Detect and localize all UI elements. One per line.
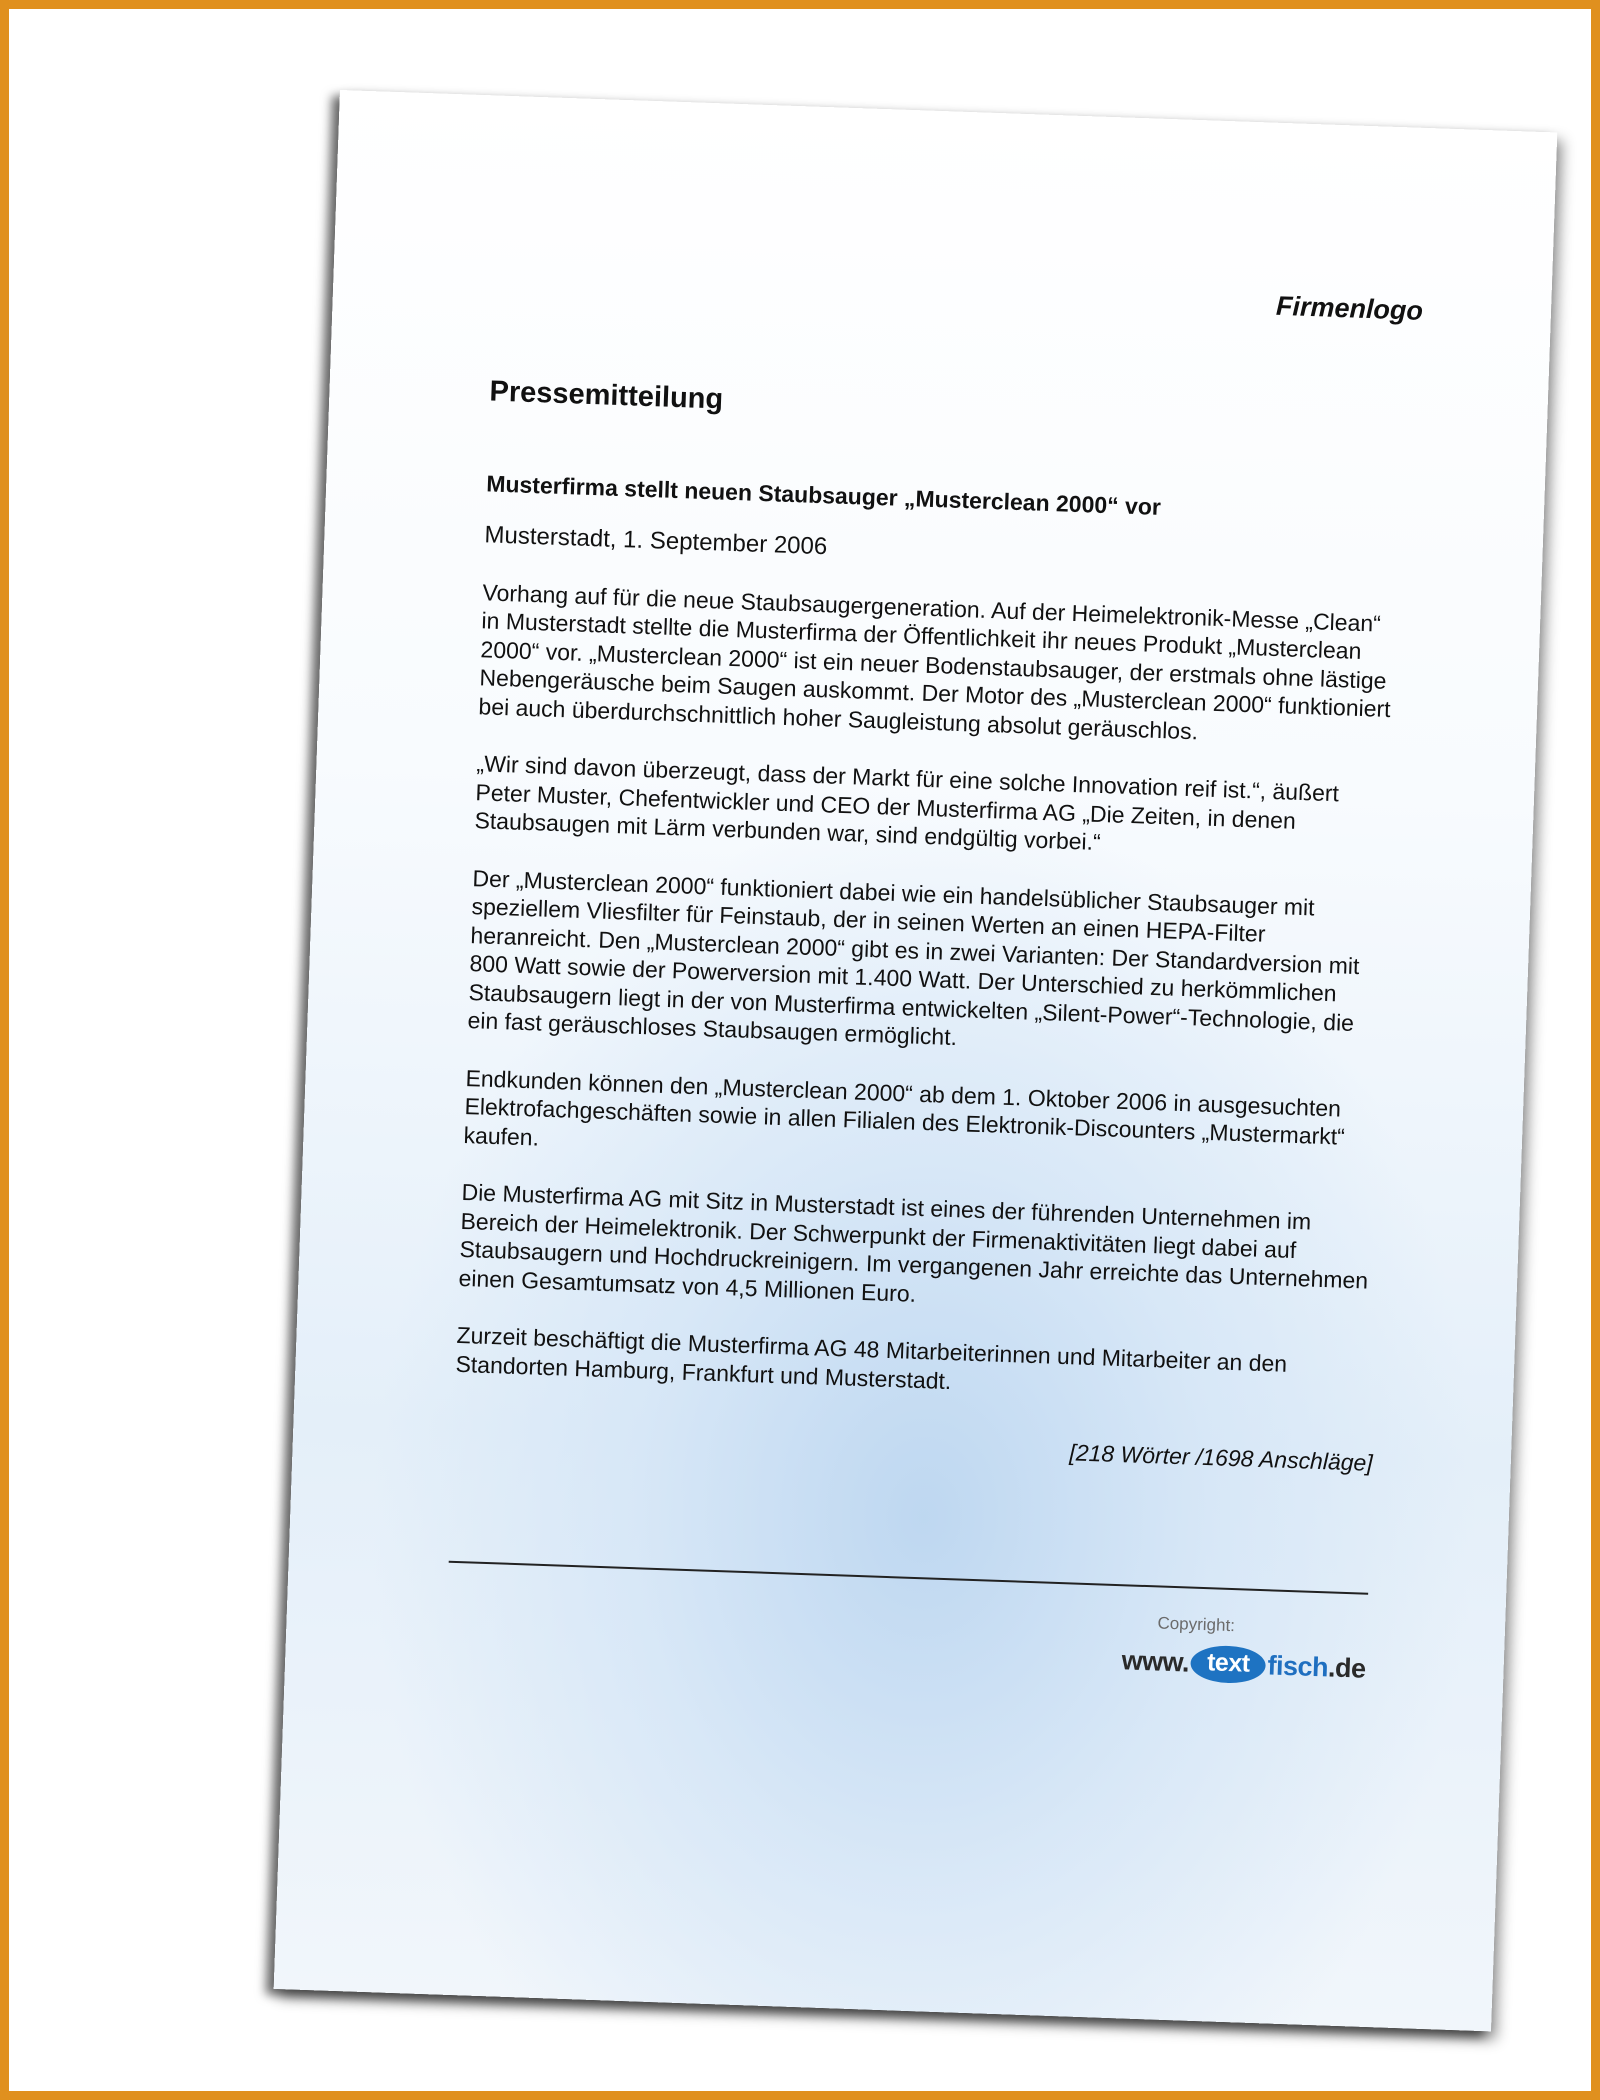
- textfisch-logo: [1121, 1643, 1366, 1688]
- document-title: Pressemitteilung: [489, 375, 724, 416]
- company-logo-placeholder: Firmenlogo: [1275, 290, 1424, 326]
- paragraph: Vorhang auf für die neue Staubsaugergeneration. Auf der Heimelektronik-Messe „Clean“ in Musterstadt stellte die Musterfirma der Öffentlichkeit ihr neues Produkt „Musterclean 2000“ vor. „Musterclean 2000“ ist ein neuer Bodenstaubsauger, der erstmals ohne lästige Nebengeräusche beim Saugen auskommt. Der Motor des „Musterclean 2000“ funktioniert bei auch überdurchschnittlich hoher Saugleistung absolut geräuschlos.: [478, 579, 1392, 745]
- logo-text-badge: text: [1190, 1645, 1266, 1685]
- paragraph: Endkunden können den „Musterclean 2000“ ab dem 1. Oktober 2006 in ausgesuchten Elektrofachgeschäften sowie in allen Filialen des Elektronik-Discounters „Mustermarkt“ kaufen.: [463, 1064, 1346, 1151]
- word-count: [218 Wörter /1698 Anschläge]: [1068, 1439, 1374, 1477]
- logo-tld: .de: [1327, 1652, 1367, 1685]
- press-headline: Musterfirma stellt neuen Staubsauger „Musterclean 2000“ vor: [485, 470, 1162, 520]
- document-content: [445, 290, 1424, 1701]
- footer-divider: [449, 1561, 1369, 1595]
- logo-www: www.: [1121, 1645, 1190, 1678]
- paragraph: Der „Musterclean 2000“ funktioniert dabei wie ein handelsüblicher Staubsauger mit speziellem Vliesfilter für Feinstaub, der in seinen Werten an einen HEPA-Filter heranreicht. Den „Musterclean 2000“ gibt es in zwei Varianten: Der Standardversion mit 800 Watt sowie der Powerversion mit 1.400 Watt. Der Unterschied zu herkömmlichen Staubsaugern liegt in der von Musterfirma entwickelten „Silent-Power“-Technologie, die ein fast geräuschloses Staubsaugen ermöglicht.: [467, 864, 1360, 1051]
- paragraph: „Wir sind davon überzeugt, dass der Markt für eine solche Innovation reif ist.“, äußert Peter Muster, Chefentwickler und CEO der Musterfirma AG „Die Zeiten, in denen Staubsaugen mit Lärm verbunden war, sind endgültig vorbei.“: [474, 750, 1340, 856]
- logo-fisch: fisch: [1267, 1650, 1329, 1683]
- document-page: [274, 90, 1558, 2031]
- copyright-block: [445, 1589, 1367, 1701]
- place-date: Musterstadt, 1. September 2006: [484, 521, 828, 561]
- paragraph: Zurzeit beschäftigt die Musterfirma AG 48 Mitarbeiterinnen und Mitarbeiter an den Standorten Hamburg, Frankfurt und Musterstadt.: [455, 1322, 1288, 1394]
- paragraph: Die Musterfirma AG mit Sitz in Musterstadt ist eines der führenden Unternehmen im Bereich der Heimelektronik. Der Schwerpunkt der Firmenaktivitäten liegt dabei auf Staubsaugern und Hochdruckreinigern. Im vergangenen Jahr erreichte das Unternehmen einen Gesamtumsatz von 4,5 Millionen Euro.: [458, 1179, 1369, 1307]
- copyright-label: Copyright:: [1157, 1613, 1236, 1636]
